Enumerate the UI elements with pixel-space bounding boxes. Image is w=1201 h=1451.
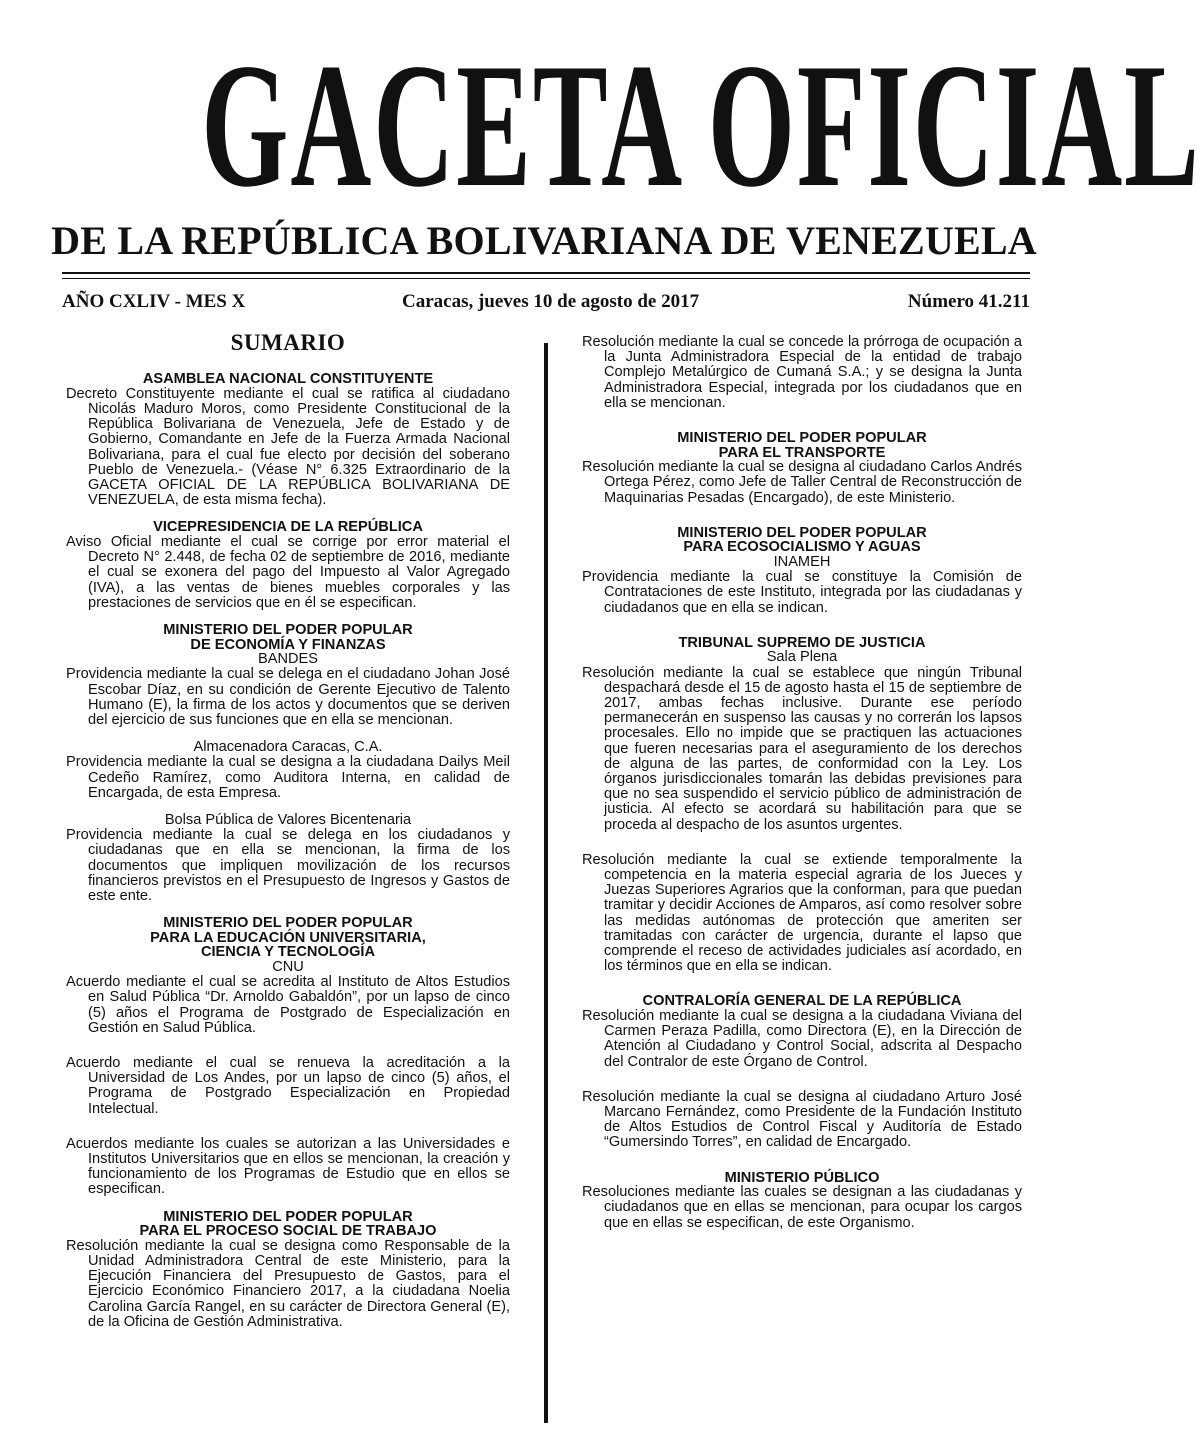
summary-entry: Resoluciones mediante las cuales se designan a las ciudadanas y ciudadanos que en ellas se mencionan, para ocupar los cargos que en ellas se especifican, de este Organismo. [582, 1184, 1022, 1231]
summary-entry: Decreto Constituyente mediante el cual se ratifica al ciudadano Nicolás Maduro Moros, como Presidente Constitucional de la República Bolivariana de Venezuela, Jefe de Estado y de Gobierno, Comandante en Jefe de la Fuerza Armada Nacional Bolivariana, para el cual fue electo por decisión del soberano Pueblo de Venezuela.- (Véase N° 6.325 Extraordinario de la GACETA OFICIAL DE LA REPÚBLICA BOLIVARIANA DE VENEZUELA, de esta misma fecha). [66, 385, 510, 509]
section-title: MINISTERIO PÚBLICO [724, 1169, 880, 1186]
section-title: PARA EL PROCESO SOCIAL DE TRABAJO [139, 1223, 437, 1240]
section-title: PARA ECOSOCIALISMO Y AGUAS [683, 539, 921, 556]
header-rule-top [62, 272, 1030, 274]
section-title: CONTRALORÍA GENERAL DE LA REPÚBLICA [642, 993, 962, 1010]
summary-entry: Acuerdo mediante el cual se renueva la acreditación a la Universidad de Los Andes, por un lapso de cinco (5) años, el Programa de Postgrado Especialización en Propiedad Intelectual. [66, 1055, 510, 1117]
summary-entry: Resolución mediante la cual se designa como Responsable de la Unidad Administradora Central de este Ministerio, para la Ejecución Financiera del Presupuesto de Gastos, para el Ejercicio Económico Financiero 2017, a la ciudadana Noelia Carolina García Rangel, en su carácter de Directora General (E), de la Oficina de Gestión Administrativa. [66, 1237, 510, 1330]
section-educacion [66, 916, 510, 1197]
section-ecosocialismo [582, 526, 1022, 616]
entity-subheading: CNU [272, 959, 304, 976]
masthead [0, 26, 1201, 264]
summary-entry: Providencia mediante la cual se constituye la Comisión de Contrataciones de este Instituto, integrada por las ciudadanas y ciudadanos que en ella se indican. [582, 569, 1022, 616]
section-title: MINISTERIO DEL PODER POPULAR [163, 915, 413, 932]
summary-entry: Providencia mediante la cual se delega en los ciudadanos y ciudadanas que en ella se mencionan, la firma de los documentos que impliquen movilización de los recursos financieros previstos en el Presupuesto de Ingresos y Gastos de este ente. [66, 827, 510, 905]
section-trabajo [66, 1210, 510, 1330]
gazette-subtitle: DE LA REPÚBLICA BOLIVARIANA DE VENEZUELA [51, 218, 1037, 263]
section-vicepresidencia [66, 520, 510, 611]
entity-subheading: BANDES [257, 651, 318, 668]
section-transporte [582, 431, 1022, 506]
section-title: DE ECONOMÍA Y FINANZAS [190, 636, 386, 653]
issue-date: Caracas, jueves 10 de agosto de 2017 [402, 291, 700, 312]
entity-subheading: Almacenadora Caracas, C.A. [193, 739, 383, 756]
entity-subheading: Bolsa Pública de Valores Bicentenaria [164, 812, 412, 829]
issue-number: Número 41.211 [907, 291, 1030, 312]
column-divider [544, 343, 548, 1423]
entity-subheading: INAMEH [773, 554, 831, 570]
summary-entry: Resolución mediante la cual se extiende temporalmente la competencia en la materia especial agraria de los Jueces y Juezas Superiores Agrarios que la conforman, para que puedan tramitar y decidir Acciones de Amparos, así como resolver sobre las medidas autónomas de protección que ameriten ser tramitadas con carácter de urgencia, durante el lapso que comprende el receso de actividades judiciales así acordado, en los términos que en ella se indican. [582, 851, 1022, 975]
section-tribunal [582, 636, 1022, 975]
summary-entry: Acuerdos mediante los cuales se autorizan a las Universidades e Institutos Universitarios que en ellos se mencionan, la creación y funcionamiento de los Programas de Estudio que en ellos se especifican. [66, 1135, 510, 1198]
sumario-heading: SUMARIO [230, 330, 346, 355]
section-ministerio-publico [582, 1171, 1022, 1231]
summary-entry: Resolución mediante la cual se establece que ningún Tribunal despachará desde el 15 de agosto hasta el 15 de septiembre de 2017, ambas fechas inclusive. Durante ese período permanecerán en suspenso las causas y no correrán los lapsos procesales. Ello no impide que se practiquen las actuaciones que fueren necesarias para el aseguramiento de los derechos de alguna de las partes, de conformidad con la Ley. Los órganos jurisdiccionales tomarán las debidas previsiones para que no sea suspendido el servicio público de administración de justicia. Al efecto se acordará su habilitación para que se proceda al despacho de los asuntos urgentes. [582, 664, 1022, 833]
section-title: ASAMBLEA NACIONAL CONSTITUYENTE [142, 371, 434, 388]
entity-subheading: Sala Plena [766, 649, 838, 666]
summary-entry: Resolución mediante la cual se designa al ciudadano Carlos Andrés Ortega Pérez, como Jefe de Taller Central de Reconstrucción de Maquinarias Pesadas (Encargado), de este Ministerio. [582, 459, 1022, 506]
section-title: PARA LA EDUCACIÓN UNIVERSITARIA, [150, 929, 426, 946]
issue-info-bar [62, 291, 1030, 319]
section-title: VICEPRESIDENCIA DE LA REPÚBLICA [153, 519, 423, 536]
section-contraloria [582, 994, 1022, 1150]
section-title: MINISTERIO DEL PODER POPULAR [677, 524, 927, 541]
summary-entry: Acuerdo mediante el cual se acredita al Instituto de Altos Estudios en Salud Pública “Dr. Arnoldo Gabaldón”, por un lapso de cinco (5) años el Programa de Postgrado de Especialización en Gestión en Salud Pública. [66, 974, 510, 1036]
right-column [582, 335, 1022, 1231]
gazette-title: GACETA OFICIAL [201, 26, 1201, 224]
section-title: MINISTERIO DEL PODER POPULAR [163, 622, 413, 639]
summary-entry: Providencia mediante la cual se designa a la ciudadana Dailys Meil Cedeño Ramírez, como Auditora Interna, en calidad de Encargada, de esta Empresa. [66, 754, 510, 801]
section-asamblea [66, 372, 510, 508]
issue-year: AÑO CXLIV - MES X [62, 291, 246, 312]
section-title: MINISTERIO DEL PODER POPULAR [163, 1208, 413, 1225]
summary-entry: Aviso Oficial mediante el cual se corrige por error material el Decreto N° 2.448, de fecha 02 de septiembre de 2016, mediante el cual se exonera del pago del Impuesto al Valor Agregado (IVA), a las ventas de bienes muebles corporales y las prestaciones de servicios que en él se especifican. [66, 534, 510, 611]
section-economia [66, 623, 510, 904]
summary-entry: Resolución mediante la cual se designa al ciudadano Arturo José Marcano Fernández, como Presidente de la Fundación Instituto de Altos Estudios de Control Fiscal y Auditoría de Estado “Gumersindo Torres”, en calidad de Encargado. [582, 1088, 1022, 1151]
summary-entry: Resolución mediante la cual se designa a la ciudadana Viviana del Carmen Peraza Padilla, como Directora (E), en la Dirección de Atención al Ciudadano y Control Social, adscrita al Despacho del Contralor de este Órgano de Control. [582, 1008, 1022, 1070]
section-title: CIENCIA Y TECNOLOGÍA [200, 944, 376, 961]
left-column [66, 330, 510, 1330]
section-title: TRIBUNAL SUPREMO DE JUSTICIA [678, 634, 926, 651]
header-rule-thin [62, 278, 1030, 279]
section-title: MINISTERIO DEL PODER POPULAR [677, 430, 927, 447]
summary-entry: Resolución mediante la cual se concede la prórroga de ocupación a la Junta Administradora Especial de la entidad de trabajo Complejo Metalúrgico de Cumaná S.A.; y se designa la Junta Administradora Especial, integrada por los ciudadanos que en ella se mencionan. [582, 334, 1022, 411]
section-title: PARA EL TRANSPORTE [718, 444, 886, 461]
summary-entry: Providencia mediante la cual se delega en el ciudadano Johan José Escobar Díaz, en su condición de Gerente Ejecutivo de Talento Humano (E), la firma de los actos y documentos que se deriven del ejercicio de sus funciones que en ella se mencionan. [66, 666, 510, 729]
